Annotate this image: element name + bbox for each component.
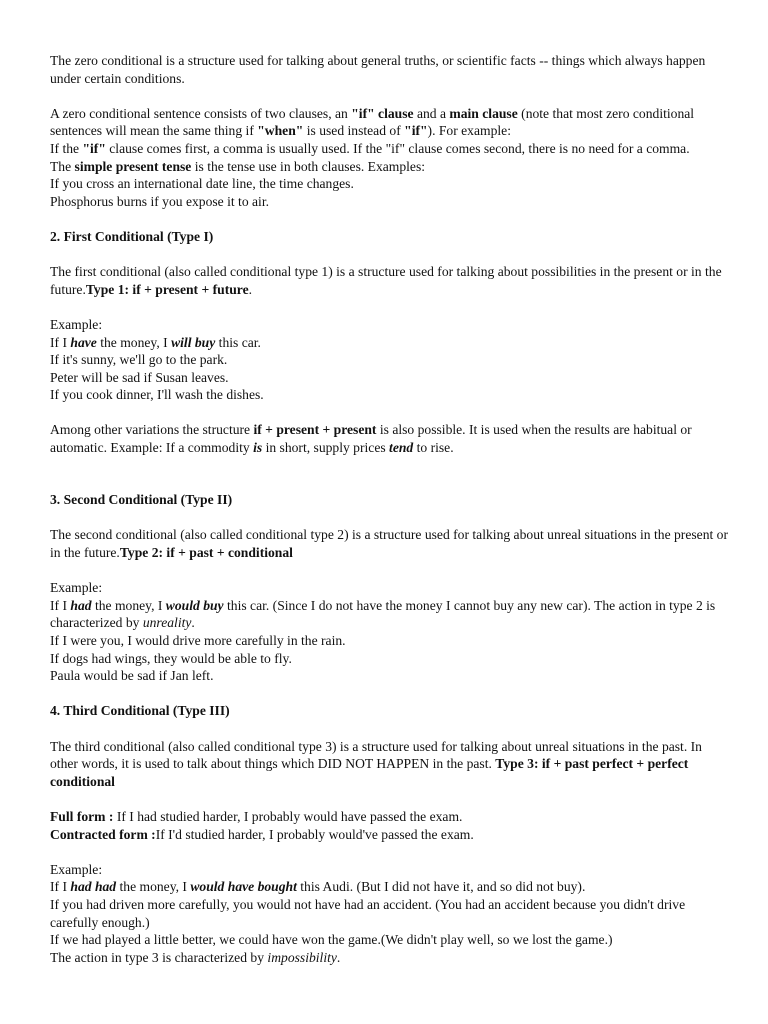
first-variation-paragraph: Among other variations the structure if + present + present is also possible. It is used when the results are habitual or automatic. Example: If a commodity is in short, supply prices tend to rise.	[50, 422, 692, 456]
section-heading: 2. First Conditional (Type I)	[50, 228, 214, 244]
third-examples	[50, 861, 728, 967]
second-example-4: Paula would be sad if Jan left.	[50, 668, 214, 684]
third-example-2: If you had driven more carefully, you would not have had an accident. (You had an accident because you didn't drive carefully enough.)	[50, 896, 686, 930]
zero-clauses-text: A zero conditional sentence consists of two clauses, an "if" clause and a main clause (note that most zero conditional sentences will mean the same thing if "when" is used instead of "if"). For example:	[50, 105, 695, 139]
second-conditional-section	[50, 491, 728, 702]
second-intro-paragraph: The second conditional (also called conditional type 2) is a structure used for talking about unreal situations in the present or in the future.Type 2: if + past + conditional	[50, 527, 728, 561]
third-forms	[50, 808, 728, 843]
zero-example-1: If you cross an international date line, the time changes.	[50, 176, 354, 192]
third-example-3: If we had played a little better, we could have won the game.(We didn't play well, so we lost the game.)	[50, 932, 613, 948]
third-intro-paragraph: The third conditional (also called conditional type 3) is a structure used for talking about unreal situations in the past. In other words, it is used to talk about things which DID NOT HAPPEN in the past. Type 3: if + past perfect + perfect conditional	[50, 738, 702, 789]
contracted-form-line: Contracted form :If I'd studied harder, I probably would've passed the exam.	[50, 826, 474, 842]
zero-tense-rule: The simple present tense is the tense use in both clauses. Examples:	[50, 158, 426, 174]
zero-example-2: Phosphorus burns if you expose it to air.	[50, 193, 269, 209]
example-label: Example:	[50, 861, 103, 877]
first-intro-paragraph: The first conditional (also called conditional type 1) is a structure used for talking about possibilities in the present or in the future.Type 1: if + present + future.	[50, 264, 722, 297]
second-example-3: If dogs had wings, they would be able to fly.	[50, 650, 292, 666]
third-formula: Type 3: if + past perfect + perfect conditional	[50, 756, 689, 789]
second-example-2: If I were you, I would drive more carefully in the rain.	[50, 633, 346, 648]
zero-conditional-section	[50, 52, 728, 228]
second-formula: Type 2: if + past + conditional	[119, 545, 293, 561]
second-examples	[50, 579, 728, 685]
third-example-4: The action in type 3 is characterized by impossibility.	[50, 949, 341, 965]
full-form-line: Full form : If I had studied harder, I probably would have passed the exam.	[50, 808, 463, 824]
example-label: Example:	[50, 316, 103, 332]
example-label: Example:	[50, 580, 103, 596]
first-conditional-section	[50, 228, 728, 491]
first-example-3: Peter will be sad if Susan leaves.	[50, 369, 229, 385]
zero-definition-paragraph: The zero conditional is a structure used for talking about general truths, or scientific facts -- things which always happen under certain conditions.	[50, 53, 706, 86]
third-example-1: If I had had the money, I would have bought this Audi. (But I did not have it, and so did not buy).	[50, 879, 586, 895]
section-heading: 4. Third Conditional (Type III)	[50, 703, 230, 719]
zero-comma-rule: If the "if" clause comes first, a comma is usually used. If the "if" clause comes second, there is no need for a comma.	[50, 140, 690, 156]
first-example-2: If it's sunny, we'll go to the park.	[50, 352, 228, 368]
zero-structure-block	[50, 105, 728, 211]
first-example-4: If you cook dinner, I'll wash the dishes.	[50, 387, 264, 403]
second-example-1: If I had the money, I would buy this car. (Since I do not have the money I cannot buy any new car). The action in type 2 is characterized by unreality.	[50, 597, 716, 631]
first-examples	[50, 316, 728, 404]
first-formula: Type 1: if + present + future	[85, 281, 249, 297]
third-conditional-section	[50, 702, 728, 966]
section-heading: 3. Second Conditional (Type II)	[50, 492, 233, 508]
first-example-1: If I have the money, I will buy this car.	[50, 334, 261, 350]
